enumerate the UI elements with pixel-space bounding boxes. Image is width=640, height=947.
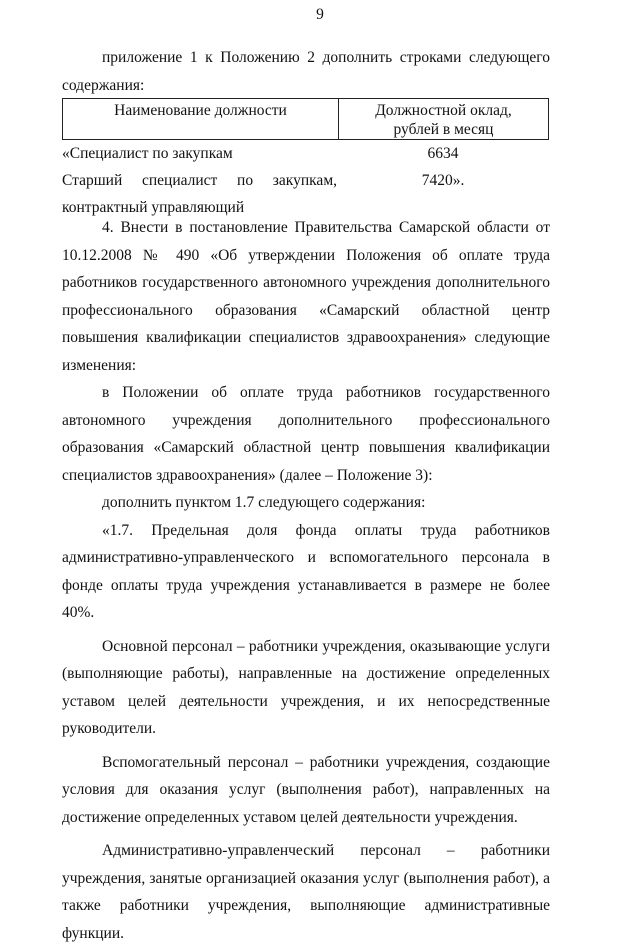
- intro-paragraph: [62, 44, 550, 99]
- header-salary: [339, 99, 548, 139]
- paragraph-4: 4. Внести в постановление Правительства Самарской области от 10.12.2008 № 490 «Об утверждении Положения об оплате труда работников государственного автономного учреждения дополнительного профессионального образования «Самарский областной центр повышения квалификации специалистов здравоохранения» следующие изменения:: [62, 219, 550, 374]
- position-name: «Специалист по закупкам: [62, 145, 233, 162]
- header-salary-line-1: Должностной оклад,: [375, 102, 512, 119]
- body-text: [62, 214, 550, 947]
- intro-line-1: приложение 1 к Положению 2 дополнить строками следующего: [102, 49, 550, 66]
- position-name: Старший специалист по закупкам,: [62, 172, 337, 189]
- salary-table: [62, 98, 549, 221]
- paragraph-7: «1.7. Предельная доля фонда оплаты труда работников административно-управленческого и вспомогательного персонала в фонде оплаты труда учреждения устанавливается в размере не более 40%.: [62, 521, 550, 621]
- paragraph-5: в Положении об оплате труда работников государственного автономного учреждения дополнительного профессионального образования «Самарский областной центр повышения квалификации специалистов здравоохранения» (далее – Положение 3):: [62, 384, 550, 484]
- intro-line-2: содержания:: [62, 76, 145, 94]
- salary-value: 7420».: [421, 172, 465, 189]
- salary-value: 6634: [427, 145, 459, 162]
- header-position-name: Наименование должности: [63, 99, 339, 139]
- paragraph-9: Вспомогательный персонал – работники учреждения, создающие условия для оказания услуг (выполнения работ), направленных на достижение определенных уставом целей деятельности учреждения.: [62, 753, 550, 826]
- paragraph-10: Административно-управленческий персонал – работники учреждения, занятые организацией оказания услуг (выполнения работ), а также работники учреждения, выполняющие административные функции.: [62, 842, 550, 942]
- table-row: [62, 140, 549, 167]
- position-name-continued: контрактный управляющий: [62, 199, 245, 216]
- page-number: 9: [316, 6, 324, 23]
- header-salary-line-2: рублей в месяц: [393, 121, 494, 138]
- paragraph-6: дополнить пунктом 1.7 следующего содержания:: [102, 494, 426, 511]
- table-row: [62, 167, 549, 194]
- table-header: [62, 98, 549, 140]
- paragraph-8: Основной персонал – работники учреждения, оказывающие услуги (выполняющие работы), направленные на достижение определенных уставом целей деятельности учреждения, и их непосредственные руководители.: [62, 637, 550, 737]
